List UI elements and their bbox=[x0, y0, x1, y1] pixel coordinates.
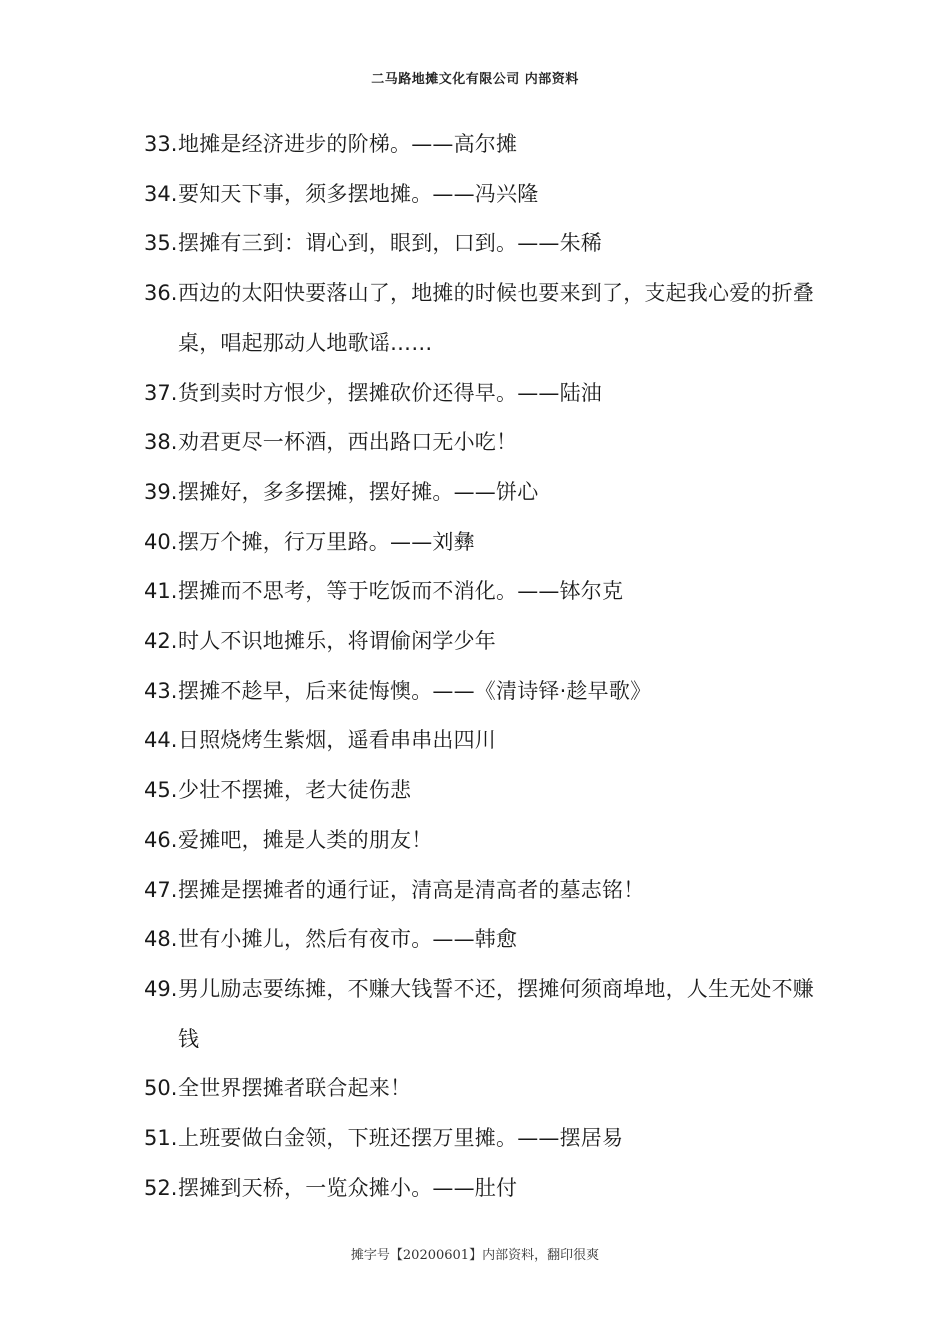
list-item bbox=[144, 120, 824, 170]
item-text: 货到卖时方恨少，摆摊砍价还得早。——陆油 bbox=[178, 380, 602, 405]
list-item bbox=[144, 915, 824, 965]
list-item bbox=[144, 269, 824, 368]
item-number: 46. bbox=[144, 827, 178, 852]
list-item bbox=[144, 1064, 824, 1114]
item-number: 50. bbox=[144, 1076, 178, 1101]
item-number: 41. bbox=[144, 579, 178, 604]
item-text: 世有小摊儿，然后有夜市。——韩愈 bbox=[178, 927, 518, 952]
list-item bbox=[144, 219, 824, 269]
list-item bbox=[144, 369, 824, 419]
item-number: 51. bbox=[144, 1126, 178, 1151]
item-number: 42. bbox=[144, 629, 178, 654]
item-number: 35. bbox=[144, 231, 178, 256]
list-item bbox=[144, 667, 824, 717]
list-item bbox=[144, 1164, 824, 1214]
list-item bbox=[144, 567, 824, 617]
list-item bbox=[144, 965, 824, 1064]
item-text: 上班要做白金领，下班还摆万里摊。——摆居易 bbox=[178, 1126, 624, 1151]
item-text: 要知天下事，须多摆地摊。——冯兴隆 bbox=[178, 181, 539, 206]
list-item bbox=[144, 1114, 824, 1164]
item-number: 37. bbox=[144, 380, 178, 405]
item-text: 摆摊而不思考，等于吃饭而不消化。——钵尔克 bbox=[178, 579, 624, 604]
item-number: 44. bbox=[144, 728, 178, 753]
item-text: 西边的太阳快要落山了，地摊的时候也要来到了，支起我心爱的折叠桌，唱起那动人地歌谣…… bbox=[178, 281, 814, 355]
list-item bbox=[144, 170, 824, 220]
quote-list bbox=[144, 120, 824, 1213]
list-item bbox=[144, 418, 824, 468]
page-footer: 摊字号【20200601】内部资料，翻印很爽 bbox=[350, 1248, 600, 1263]
item-number: 45. bbox=[144, 778, 178, 803]
item-text: 日照烧烤生紫烟，遥看串串出四川 bbox=[178, 728, 496, 753]
item-number: 52. bbox=[144, 1175, 178, 1200]
item-number: 47. bbox=[144, 877, 178, 902]
item-text: 摆摊是摆摊者的通行证，清高是清高者的墓志铭！ bbox=[178, 877, 645, 902]
item-text: 劝君更尽一杯酒，西出路口无小吃！ bbox=[178, 430, 518, 455]
item-text: 摆摊有三到：谓心到，眼到，口到。——朱稀 bbox=[178, 231, 602, 256]
item-text: 时人不识地摊乐，将谓偷闲学少年 bbox=[178, 629, 496, 654]
item-text: 摆摊好，多多摆摊，摆好摊。——饼心 bbox=[178, 479, 539, 504]
item-text: 少壮不摆摊，老大徒伤悲 bbox=[178, 778, 412, 803]
item-number: 34. bbox=[144, 181, 178, 206]
item-number: 40. bbox=[144, 529, 178, 554]
item-number: 43. bbox=[144, 678, 178, 703]
item-number: 33. bbox=[144, 132, 178, 156]
item-text: 男儿励志要练摊，不赚大钱誓不还，摆摊何须商埠地，人生无处不赚钱 bbox=[178, 976, 814, 1051]
list-item bbox=[144, 617, 824, 667]
list-item bbox=[144, 766, 824, 816]
item-text: 摆摊不趁早，后来徒悔懊。——《清诗铎·趁早歌》 bbox=[178, 678, 652, 703]
item-number: 48. bbox=[144, 927, 178, 952]
item-number: 39. bbox=[144, 479, 178, 504]
item-number: 38. bbox=[144, 430, 178, 455]
item-number: 49. bbox=[144, 976, 178, 1001]
item-text: 摆万个摊，行万里路。——刘彝 bbox=[178, 529, 475, 554]
list-item bbox=[144, 866, 824, 916]
item-text: 地摊是经济进步的阶梯。——高尔摊 bbox=[178, 132, 518, 156]
list-item bbox=[144, 816, 824, 866]
item-text: 全世界摆摊者联合起来！ bbox=[178, 1076, 412, 1101]
item-text: 摆摊到天桥，一览众摊小。——肚付 bbox=[178, 1175, 518, 1200]
list-item bbox=[144, 518, 824, 568]
list-item bbox=[144, 716, 824, 766]
item-text: 爱摊吧，摊是人类的朋友！ bbox=[178, 827, 433, 852]
item-number: 36. bbox=[144, 281, 178, 306]
page-header: 二马路地摊文化有限公司 内部资料 bbox=[371, 72, 579, 87]
list-item bbox=[144, 468, 824, 518]
